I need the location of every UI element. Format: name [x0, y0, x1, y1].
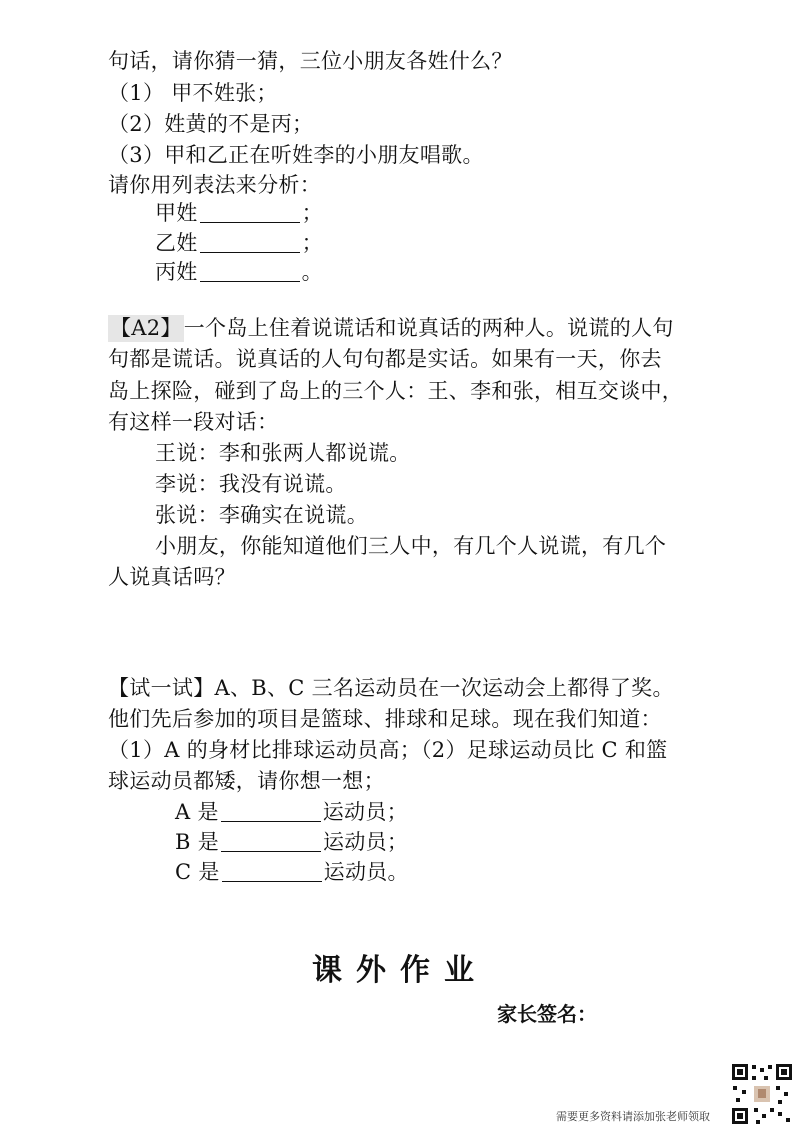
puzzle3-line-3: （1）A 的身材比排球运动员高；（2）足球运动员比 C 和篮: [108, 738, 668, 762]
puzzle2-dialogue-1: 王说：李和张两人都说谎。: [155, 441, 411, 465]
puzzle2-line-1: [108, 315, 674, 342]
answer-blank[interactable]: [200, 261, 300, 282]
answer-blank[interactable]: [200, 232, 300, 253]
puzzle1-clue-3: （3）甲和乙正在听姓李的小朋友唱歌。: [108, 143, 484, 167]
puzzle2-text: 一个岛上住着说谎话和说真话的两种人。说谎的人句: [183, 316, 674, 340]
puzzle1-clue-1: （1） 甲不姓张；: [108, 81, 278, 105]
puzzle2-tag: 【A2】: [110, 316, 182, 340]
answer-blank[interactable]: [222, 861, 322, 882]
answer-label: 甲姓: [155, 201, 198, 225]
puzzle1-clue-2: （2）姓黄的不是丙；: [108, 112, 314, 136]
puzzle2-question-2: 人说真话吗？: [108, 565, 236, 589]
answer-label: A 是: [175, 800, 219, 824]
puzzle1-instruction: 请你用列表法来分析：: [108, 173, 321, 197]
answer-end: 。: [301, 260, 323, 284]
answer-end: ；: [301, 201, 323, 225]
puzzle2-dialogue-3: 张说：李确实在说谎。: [155, 503, 368, 527]
parent-signature-label: 家长签名：: [497, 1002, 597, 1026]
answer-label: C 是: [175, 860, 220, 884]
puzzle2-line-3: 岛上探险，碰到了岛上的三个人：王、李和张，相互交谈中，: [108, 379, 684, 403]
puzzle1-answer-2: [155, 230, 323, 257]
answer-label: 丙姓: [155, 260, 198, 284]
puzzle3-line-4: 球运动员都矮，请你想一想；: [108, 769, 385, 793]
answer-end: 运动员；: [323, 830, 409, 854]
footer-text: 需要更多资料请添加张老师领取: [556, 1110, 710, 1123]
puzzle3-answer-a: [175, 799, 408, 826]
puzzle3-answer-c: [175, 859, 409, 886]
puzzle3-tag: 【试一试】: [108, 676, 215, 700]
answer-label: B 是: [175, 830, 220, 854]
answer-end: ；: [301, 231, 323, 255]
answer-blank[interactable]: [200, 202, 300, 223]
puzzle1-answer-3: [155, 259, 323, 286]
puzzle2-line-2: 句都是谎话。说真话的人句句都是实话。如果有一天，你去: [108, 347, 662, 371]
answer-blank[interactable]: [221, 831, 321, 852]
puzzle2-dialogue-2: 李说：我没有说谎。: [155, 472, 347, 496]
puzzle3-line-1: [108, 675, 674, 702]
homework-title: 课外作业: [312, 953, 488, 988]
answer-end: 运动员。: [323, 860, 409, 884]
answer-label: 乙姓: [155, 231, 198, 255]
puzzle2-question-1: 小朋友，你能知道他们三人中，有几个人说谎，有几个: [155, 534, 667, 558]
answer-blank[interactable]: [221, 801, 321, 822]
puzzle2-line-4: 有这样一段对话：: [108, 410, 279, 434]
puzzle3-answer-b: [175, 829, 408, 856]
qr-code-icon: [730, 1062, 794, 1126]
answer-end: 运动员；: [322, 800, 408, 824]
puzzle3-text: A、B、C 三名运动员在一次运动会上都得了奖。: [214, 676, 674, 700]
puzzle1-answer-1: [155, 200, 323, 227]
puzzle1-intro: 句话，请你猜一猜，三位小朋友各姓什么？: [108, 49, 513, 73]
puzzle3-line-2: 他们先后参加的项目是篮球、排球和足球。现在我们知道：: [108, 707, 662, 731]
